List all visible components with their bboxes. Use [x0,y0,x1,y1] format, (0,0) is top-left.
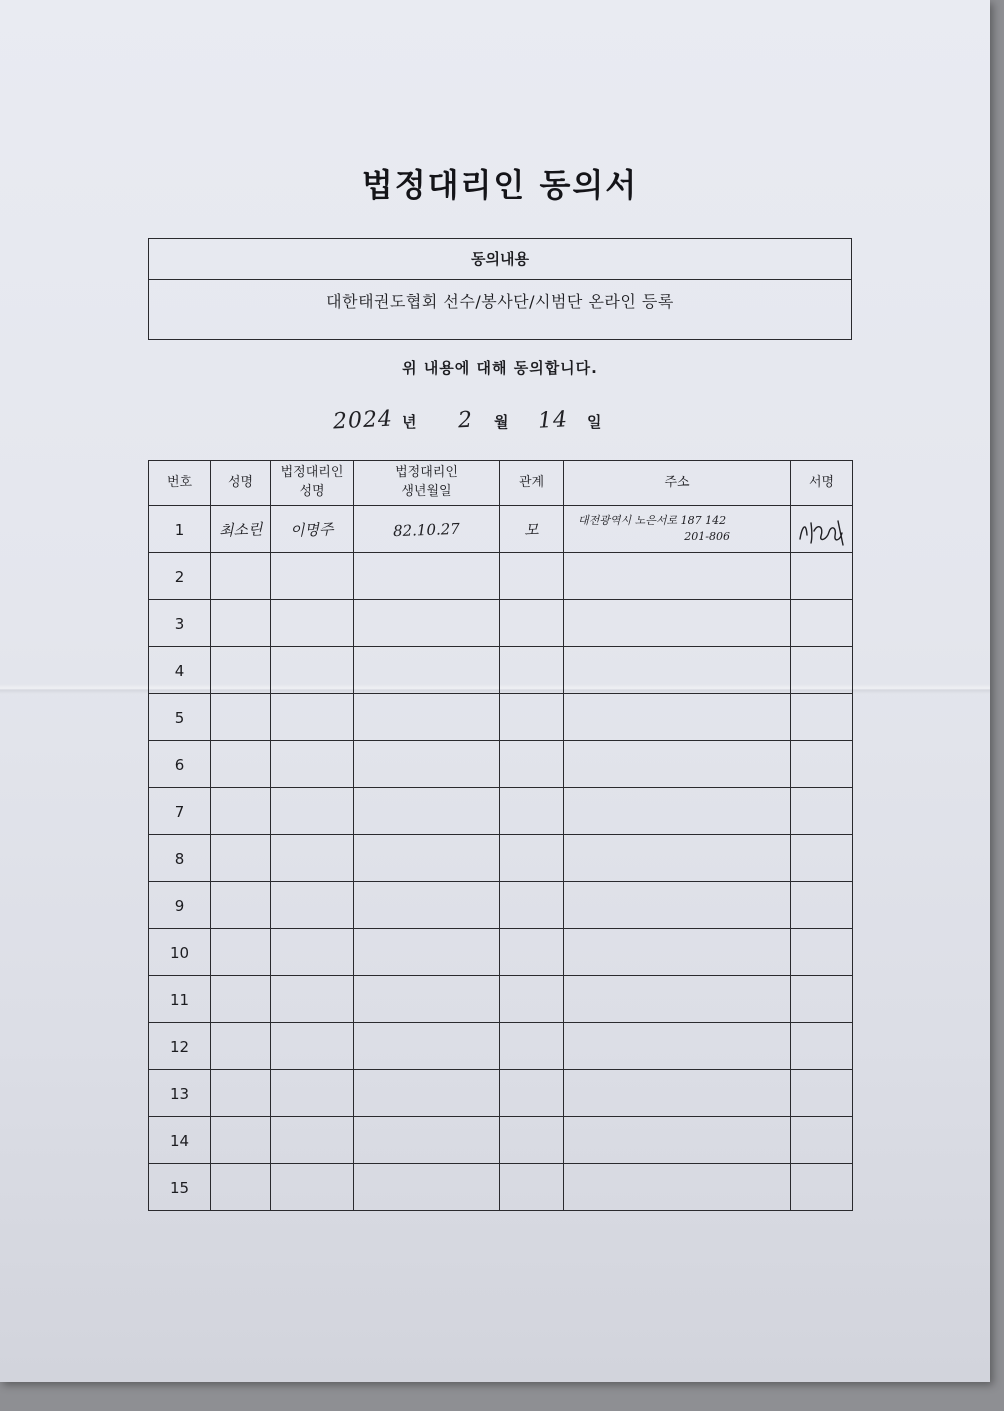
cell-guardian-birthdate [354,741,500,788]
date-month: 2 [457,407,474,434]
cell-relation [500,835,564,882]
cell-student-name [211,553,271,600]
cell-row-number [149,694,211,741]
cell-relation [500,882,564,929]
cell-student-name [211,835,271,882]
cell-row-number [149,553,211,600]
header-no: 번호 [149,461,211,506]
cell-row-number [149,929,211,976]
cell-address [564,788,791,835]
row-number: 8 [174,849,185,868]
table-row [149,1164,853,1211]
cell-guardian-name [271,1023,354,1070]
cell-relation [500,1117,564,1164]
table-row [149,647,853,694]
cell-signature [791,741,853,788]
date-day: 14 [537,407,569,434]
row-number: 6 [174,755,185,774]
cell-row-number [149,506,211,553]
cell-row-number [149,976,211,1023]
cell-signature [791,976,853,1023]
row-number: 14 [169,1131,190,1150]
header-name: 성명 [211,461,271,506]
date-day-unit: 일 [587,413,602,431]
cell-signature [791,553,853,600]
row-number: 4 [174,661,185,680]
cell-address [564,506,791,553]
cell-row-number [149,1023,211,1070]
cell-row-number [149,741,211,788]
relation: 모 [523,520,540,539]
cell-guardian-name [271,929,354,976]
table-row [149,1070,853,1117]
table-row [149,929,853,976]
student-name: 최소린 [218,519,263,540]
signature-image [794,509,850,549]
cell-student-name [211,882,271,929]
row-number: 15 [169,1178,190,1197]
cell-guardian-name [271,1164,354,1211]
cell-signature [791,1070,853,1117]
cell-signature [791,1023,853,1070]
row-number: 11 [169,990,190,1009]
cell-signature [791,835,853,882]
cell-student-name [211,506,271,553]
cell-guardian-birthdate [354,835,500,882]
cell-address [564,1023,791,1070]
cell-guardian-birthdate [354,1117,500,1164]
cell-guardian-name [271,647,354,694]
cell-student-name [211,976,271,1023]
cell-guardian-name [271,1070,354,1117]
date-month-unit: 월 [494,413,509,431]
table-header-row [149,461,853,506]
cell-relation [500,506,564,553]
cell-address [564,976,791,1023]
cell-guardian-name [271,835,354,882]
agreement-statement: 위 내용에 대해 동의합니다. [402,359,598,377]
row-number: 13 [169,1084,190,1103]
cell-row-number [149,647,211,694]
cell-address [564,647,791,694]
cell-signature [791,882,853,929]
cell-guardian-birthdate [354,1023,500,1070]
cell-student-name [211,741,271,788]
cell-guardian-birthdate [354,1164,500,1211]
cell-student-name [211,1023,271,1070]
cell-guardian-birthdate [354,506,500,553]
date-year: 2024 [332,406,394,435]
row-number: 3 [174,614,185,633]
consent-box [148,238,852,340]
cell-guardian-name [271,788,354,835]
table-row [149,600,853,647]
consent-header: 동의내용 [149,239,851,280]
table-row [149,1117,853,1164]
cell-student-name [211,929,271,976]
cell-guardian-birthdate [354,694,500,741]
cell-signature [791,788,853,835]
header-relation: 관계 [500,461,564,506]
cell-relation [500,600,564,647]
cell-student-name [211,694,271,741]
cell-guardian-birthdate [354,788,500,835]
cell-signature [791,1117,853,1164]
cell-address [564,553,791,600]
cell-student-name [211,1070,271,1117]
cell-address [564,1164,791,1211]
cell-guardian-name [271,694,354,741]
cell-guardian-birthdate [354,600,500,647]
cell-signature [791,506,853,553]
header-address: 주소 [564,461,791,506]
cell-student-name [211,1117,271,1164]
registration-table [148,460,853,1211]
table-body [149,506,853,1211]
cell-relation [500,694,564,741]
cell-guardian-name [271,1117,354,1164]
cell-address [564,1070,791,1117]
cell-address [564,741,791,788]
cell-relation [500,1164,564,1211]
table-row [149,835,853,882]
cell-row-number [149,835,211,882]
cell-row-number [149,788,211,835]
cell-guardian-name [271,882,354,929]
consent-content: 대한태권도협회 선수/봉사단/시범단 온라인 등록 [326,292,674,311]
cell-student-name [211,788,271,835]
header-guardian-name: 법정대리인 성명 [271,461,354,506]
cell-guardian-birthdate [354,929,500,976]
cell-signature [791,647,853,694]
cell-guardian-birthdate [354,1070,500,1117]
guardian-birthdate: 82.10.27 [392,519,461,540]
cell-relation [500,1023,564,1070]
table-row [149,694,853,741]
table-row [149,976,853,1023]
cell-signature [791,600,853,647]
row-number: 9 [174,896,185,915]
table-row [149,506,853,553]
cell-guardian-name [271,506,354,553]
row-number: 10 [169,943,190,962]
cell-guardian-name [271,741,354,788]
cell-address [564,600,791,647]
cell-address [564,835,791,882]
cell-relation [500,741,564,788]
cell-row-number [149,600,211,647]
guardian-name: 이명주 [289,519,335,540]
address-line: 대전광역시 노은서로 187 142 [578,514,727,528]
cell-guardian-name [271,600,354,647]
cell-address [564,1117,791,1164]
cell-relation [500,647,564,694]
table-row [149,741,853,788]
cell-address [564,694,791,741]
table-row [149,553,853,600]
cell-row-number [149,1117,211,1164]
cell-guardian-name [271,553,354,600]
cell-row-number [149,882,211,929]
cell-signature [791,694,853,741]
row-number: 5 [174,708,185,727]
cell-guardian-birthdate [354,647,500,694]
cell-student-name [211,600,271,647]
table-row [149,882,853,929]
cell-guardian-birthdate [354,976,500,1023]
cell-relation [500,976,564,1023]
date-year-unit: 년 [402,413,417,431]
cell-relation [500,1070,564,1117]
cell-relation [500,553,564,600]
document-title: 법정대리인 동의서 [361,166,639,204]
cell-guardian-birthdate [354,882,500,929]
cell-student-name [211,1164,271,1211]
cell-relation [500,929,564,976]
table-row [149,1023,853,1070]
header-signature: 서명 [791,461,853,506]
row-number: 7 [174,802,185,821]
cell-guardian-name [271,976,354,1023]
cell-row-number [149,1070,211,1117]
row-number: 1 [174,520,185,539]
cell-address [564,882,791,929]
address-line: 201-806 [684,530,730,543]
row-number: 12 [169,1037,190,1056]
cell-address [564,929,791,976]
header-guardian-birthdate: 법정대리인 생년월일 [354,461,500,506]
cell-signature [791,929,853,976]
cell-student-name [211,647,271,694]
cell-guardian-birthdate [354,553,500,600]
cell-row-number [149,1164,211,1211]
table-row [149,788,853,835]
row-number: 2 [174,567,185,586]
cell-signature [791,1164,853,1211]
cell-relation [500,788,564,835]
